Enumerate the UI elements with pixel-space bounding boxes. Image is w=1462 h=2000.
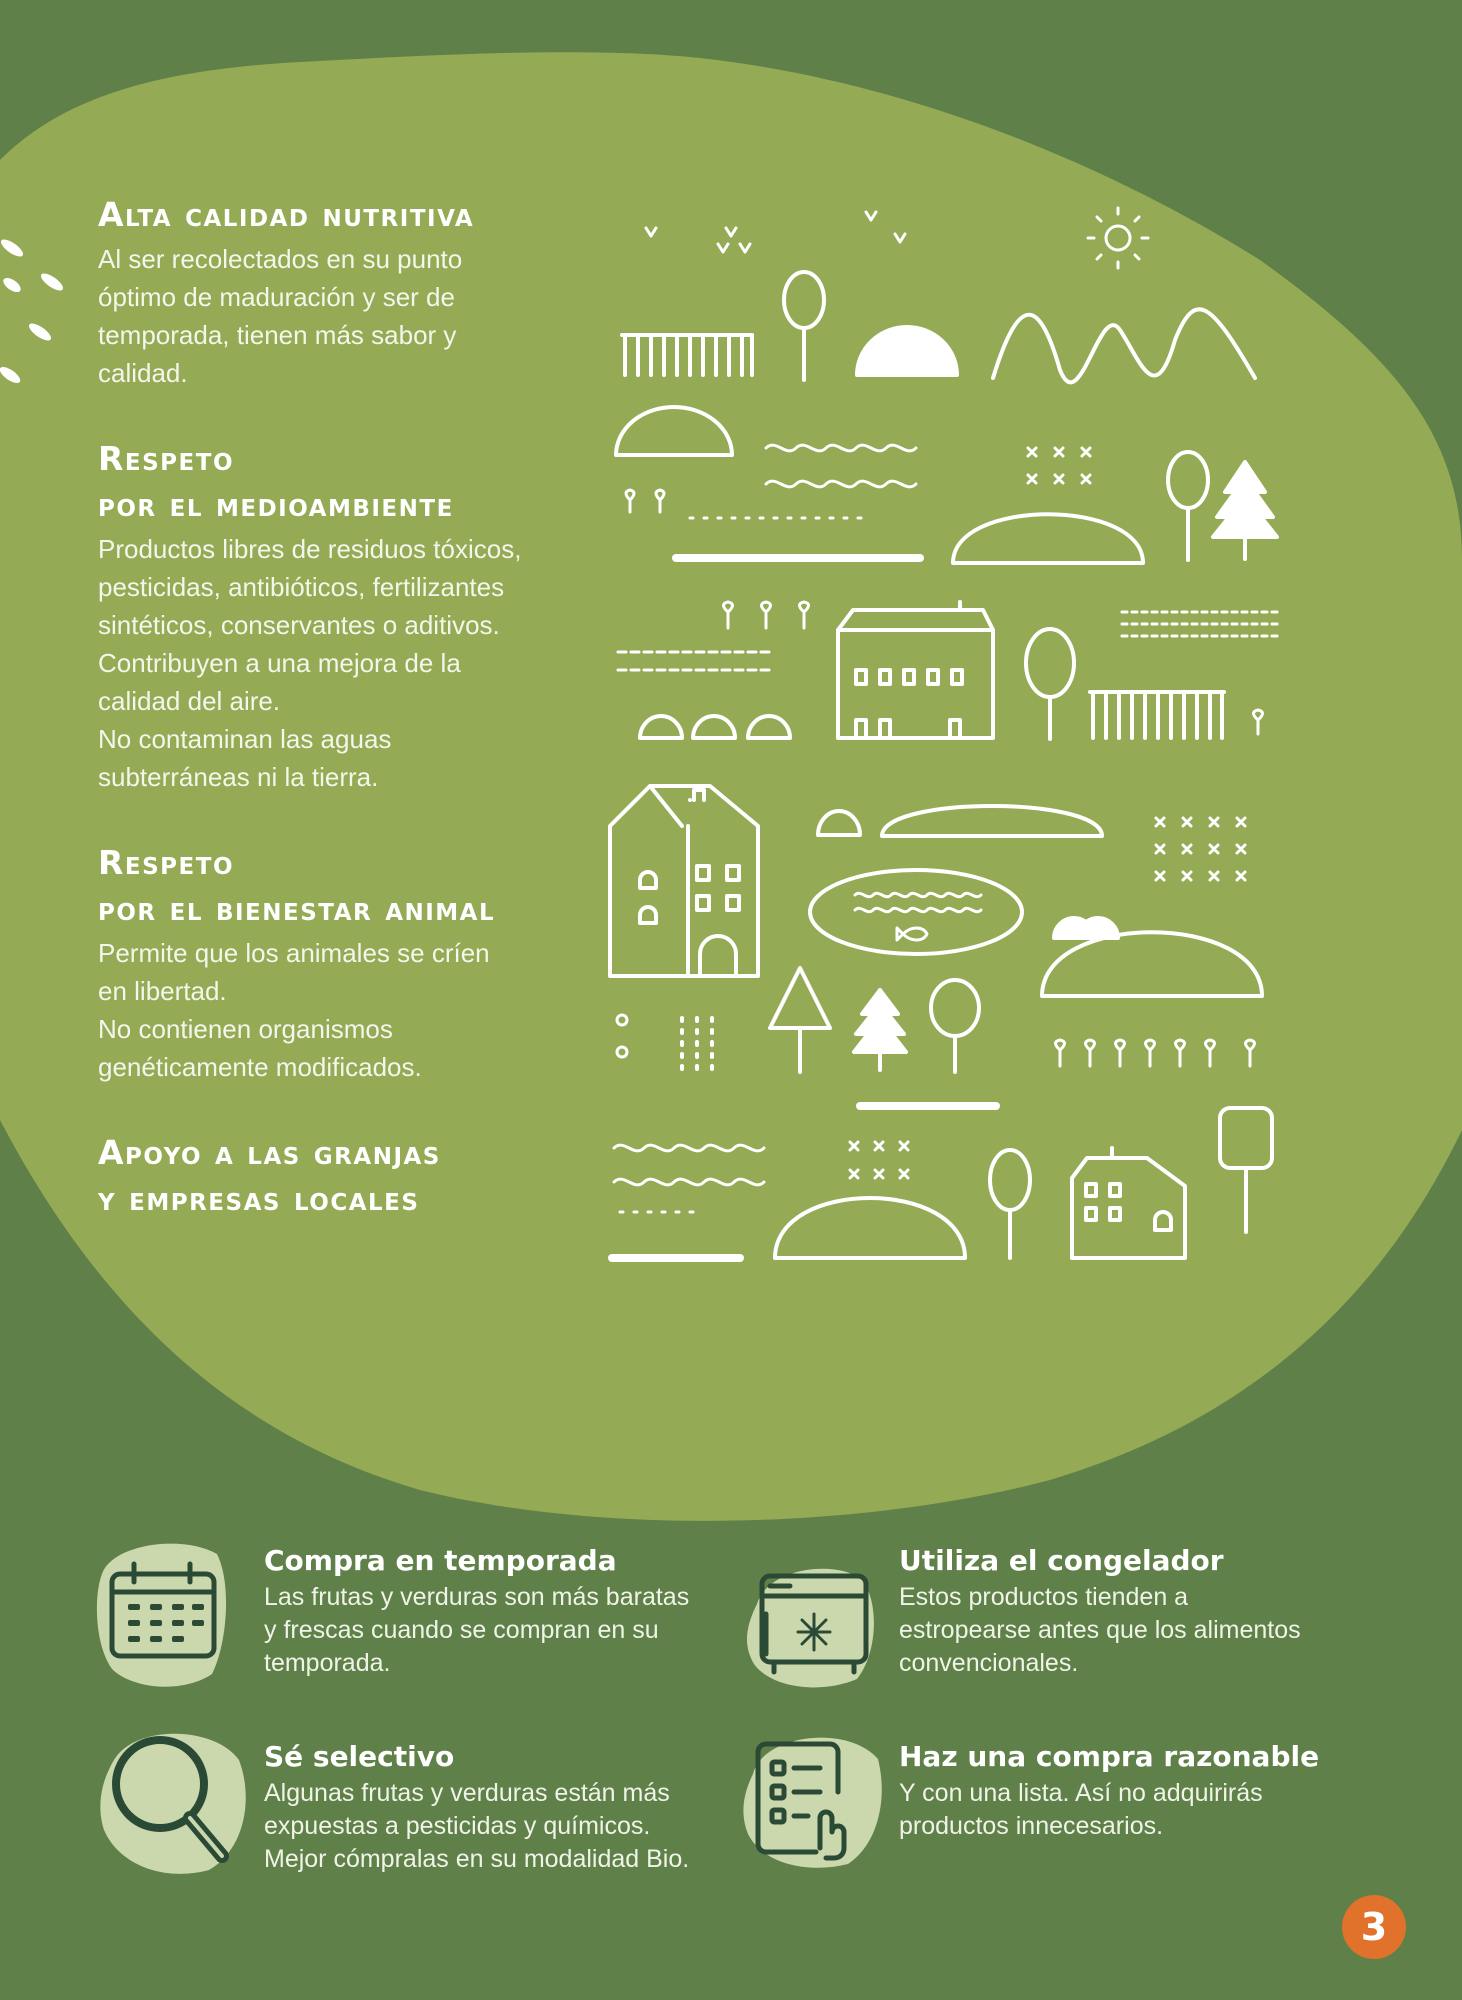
benefit-text: Permite que los animales se críen en libertad. No contienen organismos genéticamente modificados. [98, 938, 490, 1082]
tip-title-reasonable: Haz una compra razonable [899, 1740, 1320, 1773]
tip-title-freezer: Utiliza el congelador [899, 1544, 1224, 1577]
benefit-text: Productos libres de residuos tóxicos, pesticidas, antibióticos, fertilizantes sintéticos, conservantes o aditivos. Contribuyen a una mejora de la calidad del aire. No contaminan las aguas subterráneas ni la tierra. [98, 534, 522, 792]
tip-text-selective: Algunas frutas y verduras están más expuestas a pesticidas y químicos. Mejor cómpralas en su modalidad Bio. [264, 1779, 690, 1873]
magnifier-icon [94, 1720, 254, 1880]
benefit-title: Alta calidad nutritiva [98, 195, 475, 234]
tip-title-season: Compra en temporada [264, 1544, 617, 1577]
benefit-text: Al ser recolectados en su punto óptimo de maduración y ser de temporada, tienen más sabor y calidad. [98, 244, 463, 388]
page-number-badge: 3 [1342, 1895, 1406, 1959]
tip-title-selective: Sé selectivo [264, 1740, 455, 1773]
tip-text-reasonable: Y con una lista. Así no adquirirás productos innecesarios. [899, 1779, 1263, 1840]
benefit-title: Apoyo a las granjas y empresas locales [98, 1133, 441, 1218]
benefit-title: Respeto por el medioambiente [98, 439, 454, 524]
tip-text-freezer: Estos productos tienden a estropearse antes que los alimentos convencionales. [899, 1583, 1301, 1677]
shopping-list-icon [738, 1724, 888, 1874]
freezer-icon [742, 1554, 882, 1694]
calendar-icon [92, 1534, 232, 1694]
benefit-title: Respeto por el bienestar animal [98, 843, 496, 928]
tip-text-season: Las frutas y verduras son más baratas y frescas cuando se compran en su temporada. [264, 1583, 690, 1677]
